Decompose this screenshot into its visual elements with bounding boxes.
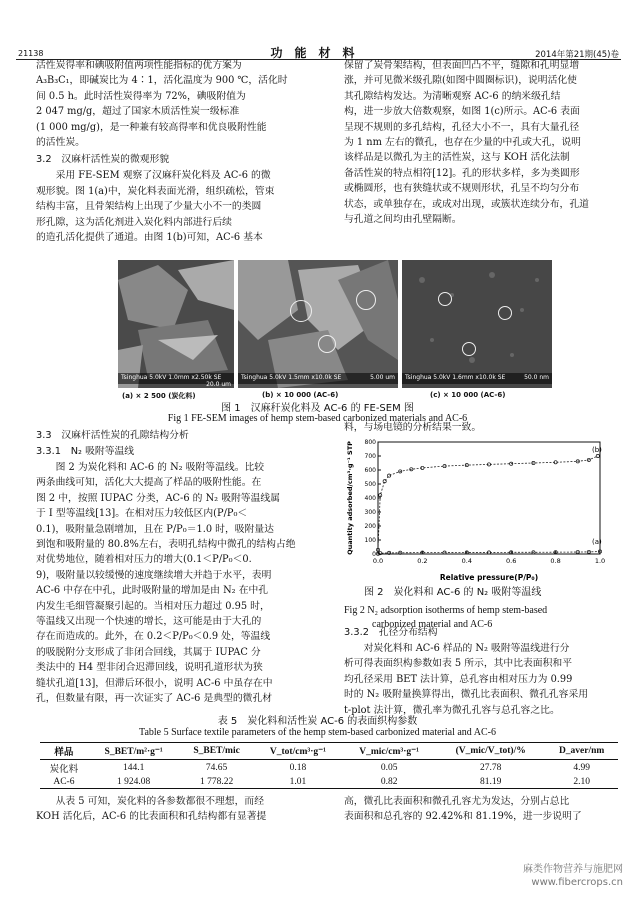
scale-a: 20.0 um: [206, 381, 231, 388]
text-line: 从表 5 可知，炭化料的各参数都很不理想，而经: [55, 796, 264, 807]
pore-circle-marker: [318, 335, 336, 353]
x-tick-label: 1.0: [594, 557, 606, 565]
text-line: 时的 N₂ 吸附量换算得出，微孔比表面积、微孔孔容采用: [344, 689, 589, 701]
table-cell: 27.78: [479, 763, 502, 773]
table-cell: 1 778.22: [199, 777, 234, 787]
fig1-caption-en: Fig 1 FE-SEM images of hemp stem-based carbonized materials and AC-6: [167, 413, 468, 424]
y-tick-label: 700: [364, 453, 376, 460]
scale-b: 5.00 um: [370, 374, 395, 381]
text-line: 2 047 mg/g，超过了国家木质活性炭一级标准: [36, 106, 240, 118]
table-cell: 0.82: [380, 777, 398, 787]
y-tick-label: 600: [364, 467, 376, 474]
panel-label-a: (a) × 2 500 (炭化料): [122, 392, 196, 400]
subsection-heading: 3.3.1 N₂ 吸附等温线: [36, 446, 135, 457]
journal-title: 功能材料: [270, 46, 367, 60]
text-line: 0.1)，吸附量急剧增加，且在 P/P₀＝1.0 时，吸附量达: [36, 523, 274, 535]
table5-caption-cn: 表 5 炭化料和活性炭 AC-6 的表面织构参数: [217, 716, 418, 727]
column-header: D_aver/nm: [558, 746, 605, 756]
column-header: S_BET/mic: [193, 746, 240, 756]
pore-circle-marker: [498, 306, 512, 320]
text-line: 活性炭得率和碘吸附值两项性能指标的优方案为: [36, 60, 242, 71]
text-line: 涨，并可见微米级孔隙(如图中圆圈标识)，说明活化使: [344, 75, 577, 87]
fig2-caption-en-1: Fig 2 N₂ adsorption isotherms of hemp stem-based: [344, 605, 548, 616]
text-line: 该样品是以微孔为主的活性炭，这与 KOH 活化法制: [344, 152, 570, 164]
page-number: 21138: [18, 49, 44, 58]
y-tick-label: 500: [364, 481, 376, 488]
right-column-bottom: [344, 625, 614, 718]
right-column-top: [344, 58, 614, 227]
table-cell: 4.99: [573, 763, 590, 773]
table-cell: 74.65: [205, 763, 228, 773]
sem-info-a: Tsinghua 5.0kV 1.0mm x2.50k SE: [121, 374, 222, 381]
text-line: (1 000 mg/g)，是一种兼有较高得率和优良吸附性能: [36, 121, 267, 133]
text-line: 对炭化料和 AC-6 样品的 N₂ 吸附等温线进行分: [363, 643, 570, 654]
text-line: 表面积和总孔容的 92.42%和 81.19%，进一步说明了: [344, 811, 582, 823]
x-tick-label: 0.6: [506, 557, 517, 565]
section-heading: 3.3 汉麻杆活性炭的孔隙结构分析: [36, 430, 189, 441]
table-row: [40, 776, 618, 789]
fig2-isotherm-chart: [344, 436, 614, 584]
fig1-caption-cn: 图 1 汉麻秆炭化料及 AC-6 的 FE-SEM 图: [221, 403, 414, 414]
tag-a: (a): [592, 538, 602, 546]
site-watermark: [523, 863, 623, 889]
fig2-caption-cn: 图 2 炭化料和 AC-6 的 N₂ 吸附等温线: [364, 587, 542, 598]
table-row: [40, 760, 618, 777]
text-line: 析可得表面织构参数如表 5 所示，其中比表面积和平: [344, 658, 572, 670]
x-tick-label: 0.2: [417, 557, 428, 565]
table-cell: AC-6: [53, 777, 75, 787]
y-tick-label: 200: [364, 523, 376, 530]
x-tick-label: 0.8: [550, 557, 561, 565]
text-line: 图 2 中，按照 IUPAC 分类，AC-6 的 N₂ 吸附等温线属: [36, 492, 280, 504]
table-cell: 0.05: [380, 763, 398, 773]
text-line: 存在而造成的。此外，在 0.2＜P/P₀＜0.9 处，等温线: [36, 631, 271, 643]
text-line: t-plot 法计算，微孔率为微孔孔容与总孔容之比。: [344, 704, 560, 716]
text-line: 孔，但数量有限，再一次证实了 AC-6 是典型的微孔材: [36, 693, 273, 705]
table-header-row: [40, 743, 618, 760]
sem-image-b: [238, 260, 398, 388]
text-line: 采用 FE-SEM 观察了汉麻秆炭化料及 AC-6 的微: [55, 170, 271, 182]
text-line: 缝状孔道[13]，但滞后环很小，说明 AC-6 中虽存在中: [36, 677, 273, 689]
text-line: 图 2 为炭化料和 AC-6 的 N₂ 吸附等温线。比较: [55, 462, 265, 473]
sem-texture-c: [402, 260, 552, 388]
text-line: 状态，或单独存在，或成对出现，或簇状连续分布，孔道: [344, 198, 589, 210]
left-column-bottom: [36, 794, 298, 825]
panel-label-c: (c) × 10 000 (AC-6): [430, 391, 506, 399]
sem-texture-a: [118, 260, 234, 388]
text-line: 的吸脱附分支形成了非闭合回线，其属于 IUPAC 分: [36, 646, 261, 658]
text-line: 观形貌。图 1(a)中，炭化料表面光滑，组织疏松，管束: [36, 185, 275, 197]
x-tick-label: 0.0: [372, 557, 384, 565]
column-header: S_BET/m²·g⁻¹: [104, 746, 163, 757]
y-tick-label: 0: [372, 551, 376, 558]
column-header: V_mic/cm³·g⁻¹: [359, 746, 420, 757]
text-line: 其孔隙结构发达。为清晰观察 AC-6 的纳米级孔结: [344, 90, 561, 102]
text-line: 的造孔活化提供了通道。由图 1(b)可知，AC-6 基本: [36, 232, 263, 244]
text-line: KOH 活化后，AC-6 的比表面积和孔结构都有显著提: [36, 811, 267, 823]
column-header: 样品: [54, 748, 74, 758]
y-tick-label: 800: [364, 439, 376, 446]
text-line: 结构丰富，且骨架结构上出现了少量大小不一的类圆: [36, 201, 262, 213]
text-line: 为 1 nm 左右的微孔，也存在少量的中孔或大孔，说明: [344, 137, 581, 149]
pore-circle-marker: [290, 300, 312, 322]
tag-b: (b): [592, 446, 602, 454]
right-column-continuation: [344, 420, 614, 435]
sem-info-b: Tsinghua 5.0kV 1.5mm x10.0k SE: [241, 374, 342, 381]
y-tick-label: 100: [364, 537, 376, 544]
pore-circle-marker: [356, 290, 376, 310]
subsection-heading: 3.3.2 孔径分布结构: [344, 627, 438, 638]
table5-caption-en: Table 5 Surface textile parameters of the hemp stem-based carbonized material and AC-6: [139, 727, 496, 738]
plot-frame: [378, 442, 600, 554]
left-column-middle: [36, 428, 298, 707]
issue-info: 2014年第21期(45)卷: [535, 50, 619, 60]
watermark-url: www.fibercrops.cn: [531, 877, 623, 888]
series-line-a: [378, 551, 600, 553]
column-header: V_tot/cm³·g⁻¹: [269, 746, 326, 757]
text-line: 到饱和吸附量的 80.8%左右，表明孔结构中微孔的结构占绝: [36, 539, 296, 551]
sem-texture-b: [238, 260, 398, 388]
table5: [40, 742, 618, 789]
text-line: 类法中的 H4 型非闭合迟滞回线，说明孔道形状为狭: [36, 662, 263, 674]
text-line: 呈现不规则的多孔结构，孔径大小不一，具有大量孔径: [344, 121, 580, 133]
text-line: 均孔径采用 BET 法计算，总孔容由相对压力为 0.99: [344, 673, 573, 685]
y-axis-label: Quantity adsorbed/cm³·g⁻¹ STP: [346, 441, 354, 555]
text-line: 两条曲线可知，活化大大提高了样品的吸附性能。在: [36, 477, 262, 489]
sem-image-a: [118, 260, 234, 388]
text-line: 9)，吸附量以较缓慢的速度继续增大并趋于水平，表明: [36, 569, 272, 581]
sem-info-c: Tsinghua 5.0kV 1.6mm x10.0k SE: [405, 374, 506, 381]
x-tick-label: 0.4: [461, 557, 472, 565]
fig2-caption-en-2: carbonized material and AC-6: [372, 619, 493, 630]
scale-c: 50.0 nm: [524, 374, 549, 381]
table-cell: 2.10: [573, 777, 590, 787]
text-line: 与孔道之间均由孔壁隔断。: [344, 214, 462, 226]
section-heading: 3.2 汉麻杆活性炭的微观形貌: [36, 154, 170, 166]
text-line: 形孔隙，这为活化剂进入炭化料内部进行后续: [36, 216, 232, 228]
table-cell: 炭化料: [49, 765, 79, 775]
text-line: AC-6 中存在中孔，此时吸附量的增加是由 N₂ 在中孔: [36, 585, 269, 597]
table-cell: 1.01: [289, 777, 307, 787]
text-line: 备活性炭的特点相符[12]。孔的形状多样，多为类圆形: [344, 167, 580, 179]
panel-label-b: (b) × 10 000 (AC-6): [262, 391, 339, 399]
column-header: (V_mic/V_tot)/%: [455, 746, 526, 756]
y-tick-label: 300: [364, 509, 376, 516]
text-line: 等温线又出现一个快速的增长，这可能是由于大孔的: [36, 616, 262, 628]
text-line: 间 0.5 h。此时活性炭得率为 72%，碘吸附值为: [36, 90, 246, 102]
sem-image-c: [402, 260, 552, 388]
text-line: 对优势地位，随着相对压力的增大(0.1＜P/P₀＜0.: [36, 554, 252, 566]
table-cell: 81.19: [479, 777, 502, 787]
table-cell: 1 924.08: [117, 777, 151, 787]
pore-circle-marker: [462, 342, 476, 356]
text-line: 内发生毛细管凝聚引起的。当相对压力超过 0.95 时，: [36, 600, 270, 612]
right-column-final: [344, 794, 614, 825]
text-line: 或椭圆形，也有狭缝状或不规则形状，孔呈不均匀分布: [344, 183, 580, 195]
text-line: 于 I 型等温线[13]。在相对压力较低区内(P/P₀＜: [36, 508, 248, 520]
text-line: 的活性炭。: [36, 137, 85, 149]
data-point: [596, 454, 599, 457]
pore-circle-marker: [438, 292, 452, 306]
text-line: 保留了炭骨架结构，但表面凹凸不平，缝隙和孔明显增: [344, 60, 580, 71]
series-line-b: [378, 456, 598, 550]
watermark-title: 麻类作物营养与施肥网: [523, 864, 623, 875]
y-tick-label: 400: [364, 495, 376, 502]
table-cell: 144.1: [122, 763, 145, 773]
text-line: A₃B₃C₁，即碱炭比为 4∶1，活化温度为 900 ℃，活化时: [36, 75, 288, 87]
text-line: 高，微孔比表面积和微孔孔容尤为发达，分别占总比: [344, 796, 570, 807]
text-line: 料，与场电镜的分析结果一致。: [344, 422, 482, 433]
table-cell: 0.18: [289, 763, 307, 773]
x-axis-label: Relative pressure(P/P₀): [439, 573, 539, 582]
text-line: 构，进一步放大倍数观察，如图 1(c)所示。AC-6 表面: [344, 106, 580, 118]
left-column-top: [36, 58, 298, 245]
